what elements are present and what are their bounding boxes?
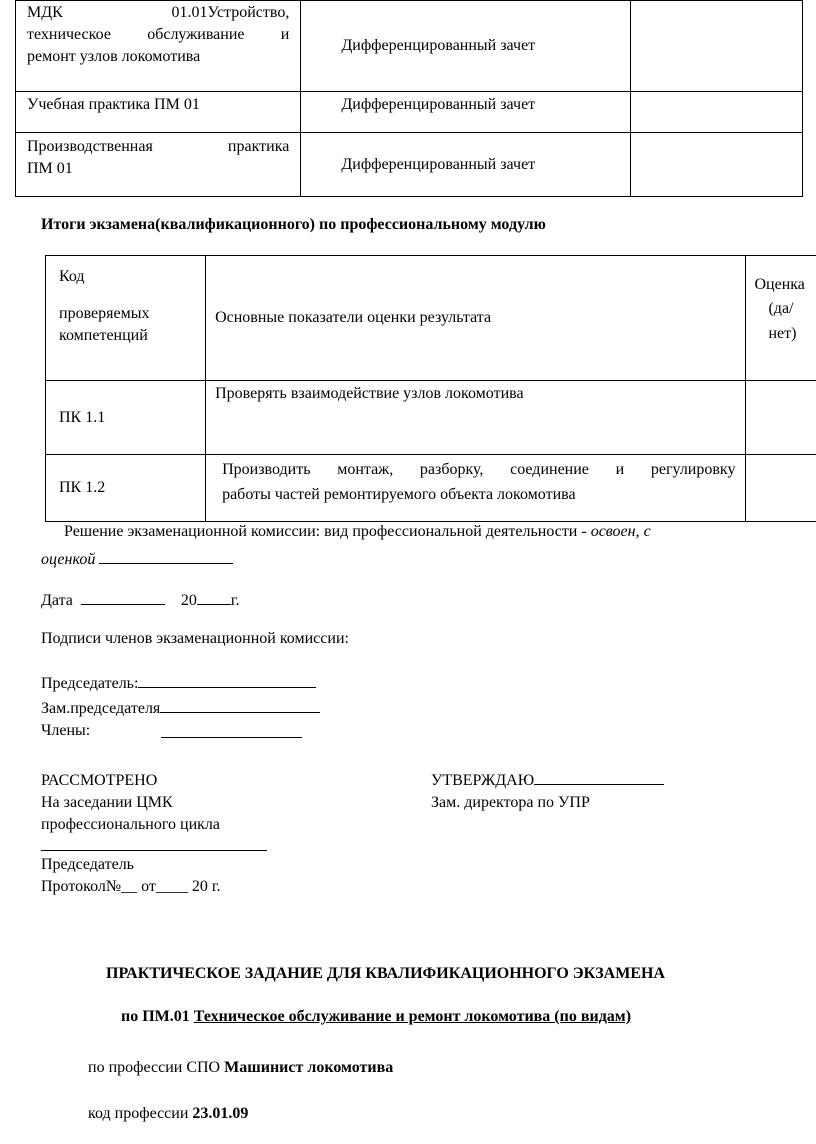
grade-cell	[746, 455, 816, 522]
header-text: Код	[59, 268, 85, 285]
blank-line	[197, 590, 231, 605]
empty-cell	[630, 133, 802, 197]
table-row	[16, 92, 803, 133]
header-text: нет)	[768, 325, 797, 342]
reviewed-block	[41, 770, 267, 898]
cell-text: Проверять взаимодействие узлов локомотива	[215, 385, 524, 402]
header-text: проверяемых	[59, 305, 150, 322]
blank-line	[161, 723, 302, 738]
date-year: 20	[180, 592, 197, 609]
vice-chairman-label: Зам.председателя	[41, 700, 161, 717]
blank-line	[160, 698, 320, 713]
approved-line: Зам. директора по УПР	[431, 794, 590, 811]
results-table	[45, 255, 816, 522]
cell-text: ремонт узлов локомотива	[27, 48, 201, 65]
cell-text: техническое обслуживание и	[27, 26, 290, 43]
protocol-line: Протокол№__ от____ 20 г.	[41, 878, 221, 895]
date-line	[41, 590, 240, 610]
discipline-cell	[16, 1, 301, 92]
code-header-cell	[46, 256, 206, 381]
pm-line	[121, 1008, 631, 1026]
decision-italic: оценкой	[41, 551, 96, 568]
pm-prefix: по ПМ.01	[121, 1008, 194, 1025]
cell-text: ПМ 01	[27, 160, 73, 177]
profession-line	[88, 1059, 393, 1077]
signatures-heading: Подписи членов экзаменационной комиссии:	[41, 630, 349, 647]
blank-line	[534, 770, 664, 785]
reviewed-line: профессионального цикла	[41, 816, 220, 833]
reviewed-line: На заседании ЦМК	[41, 794, 173, 811]
form-cell	[301, 92, 630, 133]
chairman-label: Председатель:	[41, 675, 139, 692]
cell-text: ПК 1.2	[59, 479, 106, 496]
indicator-cell	[206, 455, 746, 522]
members-label: Члены:	[41, 722, 91, 739]
blank-line	[138, 673, 316, 688]
indicators-header-cell	[206, 256, 746, 381]
grade-header-cell	[746, 256, 816, 381]
profession-name: Машинист локомотива	[224, 1059, 394, 1076]
cell-text: Дифференцированный зачет	[341, 37, 536, 54]
discipline-cell	[16, 92, 301, 133]
table-row	[46, 381, 816, 455]
empty-cell	[630, 92, 802, 133]
reviewed-line: Председатель	[41, 856, 134, 873]
approved-title: УТВЕРЖДАЮ	[431, 772, 535, 789]
form-cell	[301, 1, 630, 92]
cell-text: Производственная	[27, 138, 153, 155]
table-row	[16, 133, 803, 197]
decision-text	[64, 523, 784, 541]
table-row	[46, 455, 816, 522]
cell-text: 01.01Устройство,	[171, 4, 290, 21]
discipline-cell	[16, 133, 301, 197]
indicator-cell	[206, 381, 746, 455]
cell-text: МДК	[27, 4, 63, 21]
blank-line	[81, 590, 165, 605]
cell-text: Дифференцированный зачет	[341, 155, 536, 173]
decision-prefix: Решение экзаменационной комиссии: вид профессиональной деятельности -	[64, 523, 591, 540]
header-text: Основные показатели оценки результата	[215, 309, 492, 326]
cell-text: Учебная практика ПМ 01	[27, 96, 200, 113]
profession-code-prefix: код профессии	[88, 1105, 193, 1122]
disciplines-table	[15, 0, 803, 197]
profession-prefix: по профессии СПО	[88, 1059, 225, 1076]
form-cell	[301, 133, 630, 197]
practical-title: ПРАКТИЧЕСКОЕ ЗАДАНИЕ ДЛЯ КВАЛИФИКАЦИОННОГО ЭКЗАМЕНА	[106, 965, 665, 982]
grade-cell	[746, 381, 816, 455]
date-suffix: г.	[230, 592, 240, 609]
blank-line	[41, 836, 267, 851]
members-line	[41, 722, 90, 740]
cell-text: работы частей ремонтируемого объекта локомотива	[222, 486, 576, 503]
profession-code-line	[88, 1105, 248, 1123]
header-text: Оценка	[754, 276, 805, 293]
pm-name: Техническое обслуживание и ремонт локомотива (по видам)	[193, 1008, 632, 1025]
decision-italic: освоен, с	[590, 523, 651, 540]
code-cell	[46, 381, 206, 455]
decision-grade-line	[41, 549, 233, 569]
empty-cell	[630, 1, 802, 92]
header-text: компетенций	[59, 327, 148, 344]
approved-block	[431, 770, 664, 814]
vice-chairman-line	[41, 698, 320, 718]
header-text: (да/	[768, 300, 794, 317]
table-row	[16, 1, 803, 92]
code-cell	[46, 455, 206, 522]
profession-code: 23.01.09	[192, 1105, 249, 1122]
reviewed-title: РАССМОТРЕНО	[41, 772, 158, 789]
blank-line	[99, 549, 233, 564]
chairman-line	[41, 673, 316, 693]
cell-text: практика	[227, 138, 290, 155]
cell-text: Дифференцированный зачет	[341, 96, 536, 113]
table-row	[46, 256, 816, 381]
cell-text: Производить монтаж, разборку, соединение и регулировку	[222, 461, 736, 478]
results-heading: Итоги экзамена(квалификационного) по профессиональному модулю	[41, 216, 546, 233]
cell-text: ПК 1.1	[59, 408, 106, 426]
date-label: Дата	[41, 592, 73, 609]
